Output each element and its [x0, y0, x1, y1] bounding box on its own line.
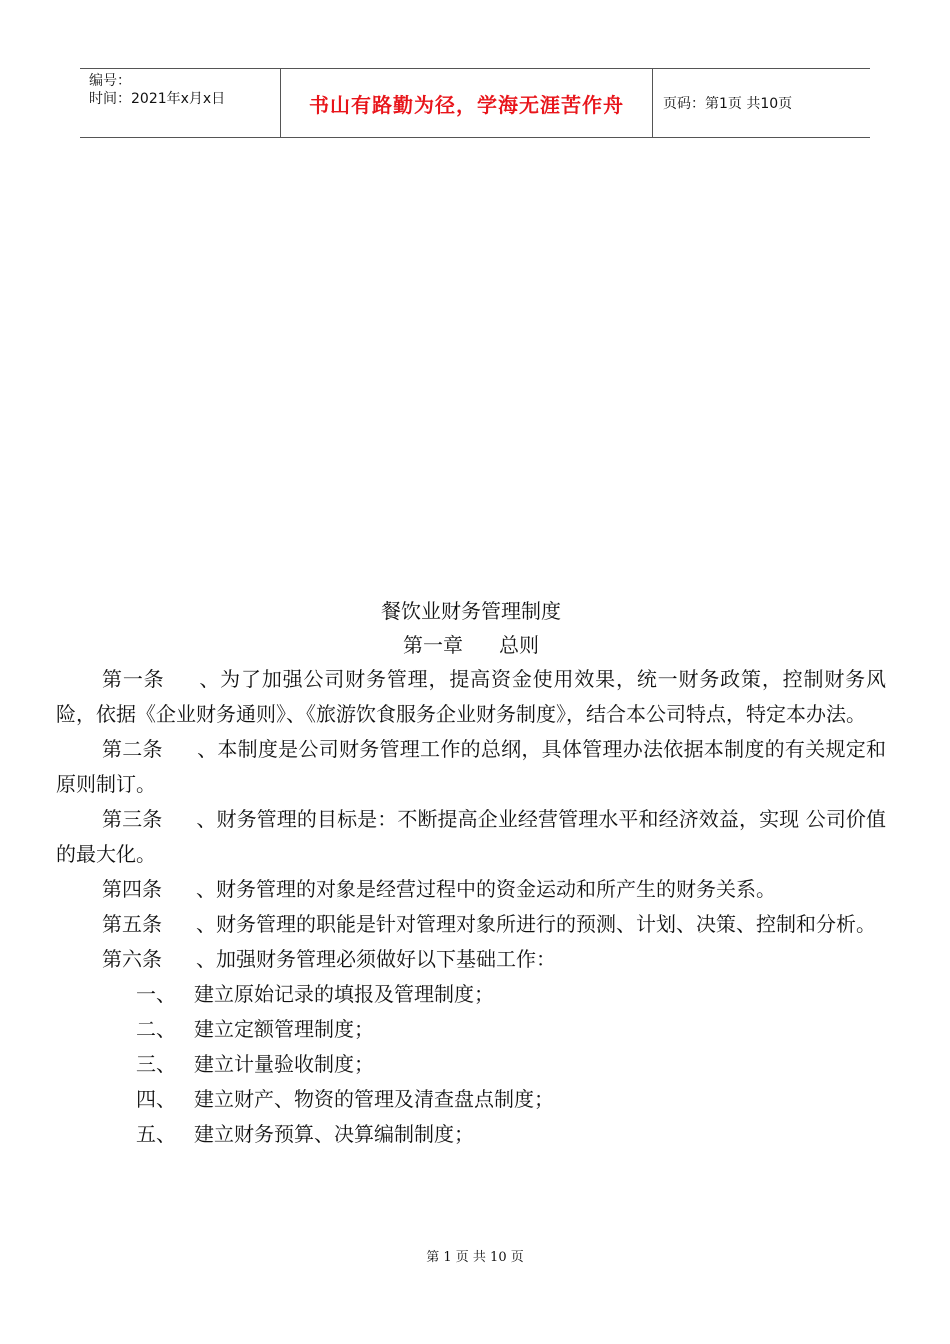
- article-3: [56, 802, 886, 872]
- article-1: [56, 662, 886, 732]
- page-footer: 第 1 页 共 10 页: [426, 1250, 524, 1265]
- article-number: 第一条: [102, 667, 165, 691]
- article-number: 第五条: [102, 912, 162, 936]
- list-item-number: 二、: [136, 1017, 176, 1041]
- list-item-text: 建立计量验收制度；: [194, 1052, 374, 1076]
- list-item: [56, 1082, 886, 1117]
- list-item-text: 建立财产、物资的管理及清查盘点制度；: [194, 1087, 554, 1111]
- article-number: 第三条: [102, 807, 163, 831]
- article-text: 、为了加强公司财务管理，提高资金使用效果，统一财务政策，控制财务风险，依据《企业财务通则》、《旅游饮食服务企业财务制度》，结合本公司特点，特定本办法。: [56, 667, 886, 726]
- document-body: [56, 594, 886, 1152]
- list-item-text: 建立定额管理制度；: [194, 1017, 374, 1041]
- header-motto: 书山有路勤为径，学海无涯苦作舟: [281, 69, 653, 137]
- article-6: [56, 942, 886, 977]
- header-page-info: 页码：第1页 共10页: [663, 96, 793, 112]
- list-item-number: 四、: [136, 1087, 176, 1111]
- list-item: [56, 1012, 886, 1047]
- doc-number-label: 编号：: [89, 73, 131, 89]
- header-meta: [80, 69, 281, 137]
- document-title: 餐饮业财务管理制度: [381, 599, 561, 623]
- article-text: 、财务管理的职能是针对管理对象所进行的预测、计划、决策、控制和分析。: [196, 912, 876, 936]
- list-item-number: 五、: [136, 1122, 176, 1146]
- article-text: 、本制度是公司财务管理工作的总纲，具体管理办法依据本制度的有关规定和原则制订。: [56, 737, 887, 796]
- list-item-text: 建立财务预算、决算编制制度；: [194, 1122, 474, 1146]
- page-header: [80, 68, 870, 138]
- list-item-number: 三、: [136, 1052, 176, 1076]
- article-4: [56, 872, 886, 907]
- article-number: 第四条: [102, 877, 162, 901]
- list-item: [56, 977, 886, 1012]
- chapter-number: 第一章: [403, 633, 463, 657]
- chapter-heading: [56, 628, 886, 662]
- article-number: 第二条: [102, 737, 163, 761]
- list-item: [56, 1117, 886, 1152]
- list-item: [56, 1047, 886, 1082]
- article-5: [56, 907, 886, 942]
- list-item-number: 一、: [136, 982, 176, 1006]
- doc-time-label: 时间：2021年x月x日: [89, 91, 226, 107]
- article-number: 第六条: [102, 947, 162, 971]
- list-item-text: 建立原始记录的填报及管理制度；: [194, 982, 494, 1006]
- article-text: 、加强财务管理必须做好以下基础工作：: [196, 947, 556, 971]
- chapter-title: 总则: [499, 633, 539, 657]
- article-text: 、财务管理的目标是：不断提高企业经营管理水平和经济效益，实现 公司价值的最大化。: [56, 807, 887, 866]
- article-2: [56, 732, 886, 802]
- article-text: 、财务管理的对象是经营过程中的资金运动和所产生的财务关系。: [196, 877, 776, 901]
